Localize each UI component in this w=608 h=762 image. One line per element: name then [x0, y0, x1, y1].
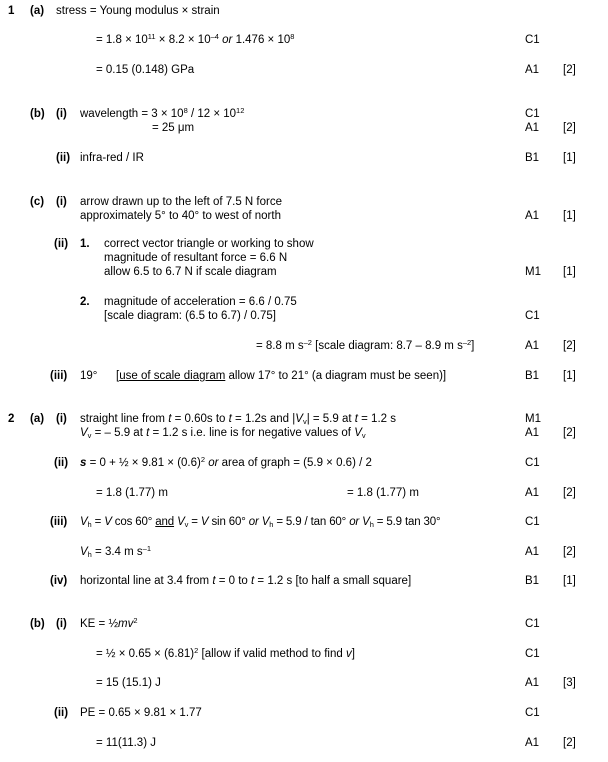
q2b-i-line-2-mark: C1: [525, 648, 540, 660]
q2a-iv-label: (iv): [50, 575, 68, 587]
q1b-ii-label: (ii): [56, 152, 71, 164]
q1c-ii-1-line-3: allow 6.5 to 6.7 N if scale diagram: [104, 266, 277, 278]
q1c-ii-1-label: 1.: [80, 238, 90, 250]
q1b-i-line-1: wavelength = $3 \times 10^8 / 12 \times 10^{12}$: [80, 106, 245, 120]
q2b-ii-max-mark: [2]: [563, 737, 576, 749]
q1a-line-2: = $1.8 \times 10^{11} \times 8.2 \times 10^{-4}$ or $1.476 \times 10^8$: [96, 32, 295, 46]
q2a-i-line-1-mark: M1: [525, 413, 541, 425]
q1c-ii-2-max-mark: [2]: [563, 340, 576, 352]
q1c-iii-max-mark: [1]: [563, 370, 576, 382]
q2b-ii-line-1: PE = 0.65 × 9.81 × 1.77: [80, 707, 202, 719]
q2a-ii-max-mark: [2]: [563, 487, 576, 499]
q1c-iii-label: (iii): [50, 370, 68, 382]
q1c-ii-2-line-3-mark: A1: [525, 340, 540, 352]
q1a-line-3-mark: A1: [525, 64, 540, 76]
q2a-iii-line-1-mark: C1: [525, 516, 540, 528]
q1-part-b-label: (b): [30, 108, 45, 120]
q2a-iii-line-2: $V_h = 3.4$ m $s^{-1}$: [80, 544, 151, 559]
q1a-line-1: stress = Young modulus × strain: [56, 5, 220, 17]
q2a-ii-line-2b: = 1.8 (1.77) m: [347, 487, 419, 499]
q2b-ii-line-2-mark: A1: [525, 737, 540, 749]
q1a-max-mark: [2]: [563, 64, 576, 76]
q2a-iii-label: (iii): [50, 516, 68, 528]
q1c-i-mark: A1: [525, 210, 540, 222]
q1c-ii-1-line-2: magnitude of resultant force = 6.6 N: [104, 252, 288, 264]
q2a-ii-line-2-mark: A1: [525, 487, 540, 499]
q1c-ii-2-label: 2.: [80, 296, 90, 308]
q1b-i-line-2-mark: A1: [525, 122, 540, 134]
q2a-ii-line-1-mark: C1: [525, 457, 540, 469]
q1c-iii-value: 19°: [80, 370, 98, 382]
q2a-i-max-mark: [2]: [563, 427, 576, 439]
q2b-i-line-3-mark: A1: [525, 677, 540, 689]
q1c-iii-mark: B1: [525, 370, 540, 382]
q1b-ii-text: infra-red / IR: [80, 152, 144, 164]
q1c-ii-2-line-2-mark: C1: [525, 310, 540, 322]
q1c-ii-1-line-1: correct vector triangle or working to show: [104, 238, 314, 250]
question-2-number: 2: [8, 413, 15, 425]
q2a-ii-line-2a: = 1.8 (1.77) m: [96, 487, 168, 499]
q2b-i-line-1-mark: C1: [525, 618, 540, 630]
q2a-iv-text: horizontal line at 3.4 from t = 0 to t = 1.2 s [to half a small square]: [80, 575, 412, 587]
q1c-ii-label: (ii): [54, 238, 69, 250]
q1a-line-3: = 0.15 (0.148) GPa: [96, 64, 195, 76]
q1c-i-max-mark: [1]: [563, 210, 576, 222]
q2-part-a-label: (a): [30, 413, 45, 425]
q1b-i-max-mark: [2]: [563, 122, 576, 134]
q1b-ii-max-mark: [1]: [563, 152, 576, 164]
q2a-ii-line-1: s = 0 + ½ × $9.81 \times (0.6)^2$ or area of graph = (5.9 × 0.6) / 2: [80, 455, 372, 469]
q1c-ii-2-line-2: [scale diagram: (6.5 to 6.7) / 0.75]: [104, 310, 276, 322]
q1c-ii-1-max-mark: [1]: [563, 266, 576, 278]
q1b-ii-mark: B1: [525, 152, 540, 164]
q2b-i-line-1: KE = $\frac{1}{2}mv^2$: [80, 616, 138, 630]
q2a-i-line-2-mark: A1: [525, 427, 540, 439]
q2a-iv-max-mark: [1]: [563, 575, 576, 587]
q2b-ii-line-1-mark: C1: [525, 707, 540, 719]
q1c-ii-1-mark: M1: [525, 266, 541, 278]
q1b-i-line-2: = 25 μm: [152, 122, 195, 134]
q1-part-a-label: (a): [30, 5, 45, 17]
q1b-i-label: (i): [56, 108, 67, 120]
q2a-iii-line-2-mark: A1: [525, 546, 540, 558]
q1c-ii-2-line-3: = 8.8 m $s^{-2}$ [scale diagram: 8.7 – 8.9 m $s^{-2}$]: [256, 338, 475, 352]
q2b-i-line-2: = ½ × $0.65 \times (6.81)^2$ [allow if valid method to find v]: [96, 646, 355, 660]
q2a-ii-label: (ii): [54, 457, 69, 469]
q1c-ii-2-line-1: magnitude of acceleration = 6.6 / 0.75: [104, 296, 297, 308]
q2b-ii-label: (ii): [54, 707, 69, 719]
q1a-line-2-mark: C1: [525, 34, 540, 46]
q2a-iii-max-mark: [2]: [563, 546, 576, 558]
q2a-i-line-2: $V_v$ = – 5.9 at t = 1.2 s i.e. line is for negative values of $V_v$: [80, 427, 366, 440]
q1c-i-label: (i): [56, 196, 67, 208]
q1c-iii-note: [use of scale diagram allow 17° to 21° (a diagram must be seen)]: [116, 370, 447, 382]
q2b-i-label: (i): [56, 618, 67, 630]
q1c-i-line-2: approximately 5° to 40° to west of north: [80, 210, 281, 222]
q2b-i-line-3: = 15 (15.1) J: [96, 677, 161, 689]
q1c-i-line-1: arrow drawn up to the left of 7.5 N force: [80, 196, 282, 208]
q2b-i-max-mark: [3]: [563, 677, 576, 689]
q2a-iii-line-1: $V_h = V$ cos 60° and $V_v = V$ sin 60° or $V_h = 5.9 / \tan 60^\circ$ or $V_h = 5.9$ tan 30°: [80, 516, 441, 529]
q1-part-c-label: (c): [30, 196, 45, 208]
question-1-number: 1: [8, 5, 15, 17]
q2-part-b-label: (b): [30, 618, 45, 630]
q1b-i-line-1-mark: C1: [525, 108, 540, 120]
q2b-ii-line-2: = 11(11.3) J: [96, 737, 156, 749]
q2a-iv-mark: B1: [525, 575, 540, 587]
q2a-i-label: (i): [56, 413, 67, 425]
q2a-i-line-1: straight line from t = 0.60s to t = 1.2s and $|V_v| = 5.9$ at t = 1.2 s: [80, 413, 396, 426]
